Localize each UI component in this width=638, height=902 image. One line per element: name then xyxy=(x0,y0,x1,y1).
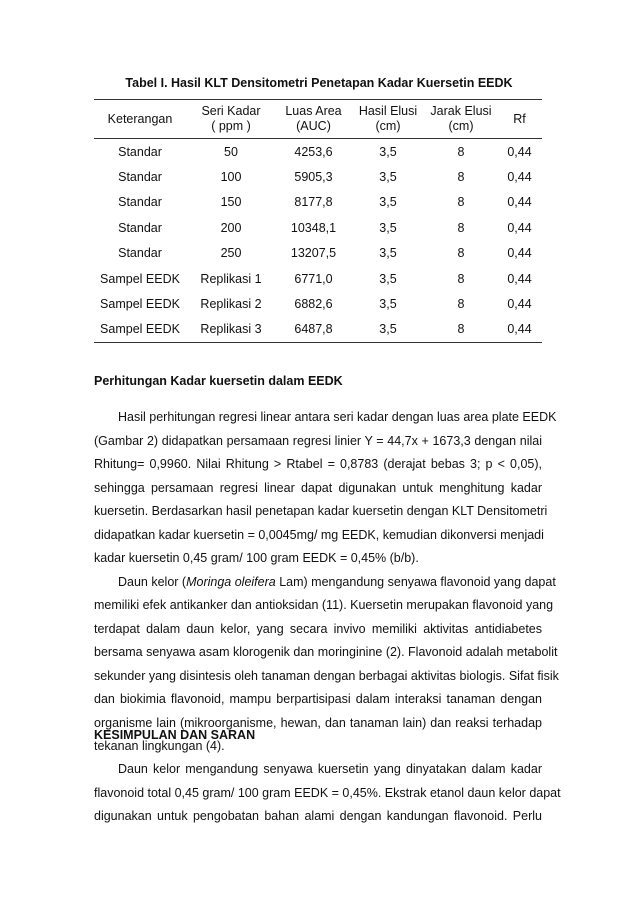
table-row xyxy=(94,241,542,266)
paragraph-line: Hasil perhitungan regresi linear antara seri kadar dengan luas area plate EEDK xyxy=(118,410,557,424)
cell-keterangan: Sampel EEDK xyxy=(100,322,180,337)
cell-jarak-elusi: 8 xyxy=(457,195,465,210)
table-row xyxy=(94,266,542,291)
table-body xyxy=(94,139,542,343)
header-jarak-elusi: Jarak Elusi (cm) xyxy=(430,104,492,133)
cell-luas-area: 5905,3 xyxy=(294,170,333,185)
section-heading-perhitungan: Perhitungan Kadar kuersetin dalam EEDK xyxy=(94,374,343,388)
table-row xyxy=(94,164,542,189)
table-row xyxy=(94,190,542,215)
header-luas-area: Luas Area (AUC) xyxy=(285,104,342,133)
cell-jarak-elusi: 8 xyxy=(457,144,465,159)
cell-keterangan: Standar xyxy=(118,144,162,159)
cell-hasil-elusi: 3,5 xyxy=(379,322,397,337)
cell-seri-kadar: 250 xyxy=(220,246,242,261)
cell-hasil-elusi: 3,5 xyxy=(379,170,397,185)
results-table xyxy=(94,99,542,343)
cell-rf: 0,44 xyxy=(507,271,532,286)
cell-keterangan: Sampel EEDK xyxy=(100,297,180,312)
paragraph-line: sehingga persamaan regresi linear dapat digunakan untuk menghitung kadar xyxy=(94,480,542,495)
paragraph-line: tekanan lingkungan (4). xyxy=(94,739,225,753)
paragraph-line: sekunder yang disintesis oleh tanaman dengan berbagai aktivitas biologis. Sifat fisik xyxy=(94,668,559,683)
table-row xyxy=(94,139,542,165)
cell-hasil-elusi: 3,5 xyxy=(379,246,397,261)
paragraph-line: Daun kelor mengandung senyawa kuersetin yang dinyatakan dalam kadar xyxy=(118,762,542,776)
table-row xyxy=(94,291,542,316)
cell-hasil-elusi: 3,5 xyxy=(379,144,397,159)
paragraph-line: (Gambar 2) didapatkan persamaan regresi linier Y = 44,7x + 1673,3 dengan nilai xyxy=(94,433,542,448)
cell-luas-area: 8177,8 xyxy=(294,195,333,210)
header-keterangan: Keterangan xyxy=(107,111,173,126)
paragraph-line: didapatkan kadar kuersetin = 0,0045mg/ mg EEDK, kemudian dikonversi menjadi xyxy=(94,527,544,542)
paragraph-line: flavonoid total 0,45 gram/ 100 gram EEDK = 0,45%. Ekstrak etanol daun kelor dapat xyxy=(94,785,561,800)
paragraph-line: digunakan untuk pengobatan bahan alami dengan kandungan flavonoid. Perlu xyxy=(94,809,542,823)
cell-luas-area: 4253,6 xyxy=(294,144,333,159)
paragraph-line: Rhitung= 0,9960. Nilai Rhitung > Rtabel = 0,8783 (derajat bebas 3; p < 0,05), xyxy=(94,457,542,471)
cell-luas-area: 6882,6 xyxy=(294,297,333,312)
cell-luas-area: 13207,5 xyxy=(290,246,337,261)
cell-rf: 0,44 xyxy=(507,322,532,337)
cell-seri-kadar: Replikasi 1 xyxy=(200,271,262,286)
paragraph-line: kadar kuersetin 0,45 gram/ 100 gram EEDK = 0,45% (b/b). xyxy=(94,551,419,565)
cell-jarak-elusi: 8 xyxy=(457,297,465,312)
cell-rf: 0,44 xyxy=(507,195,532,210)
paragraph-line: bersama senyawa asam klorogenik dan moringinine (2). Flavonoid adalah metabolit xyxy=(94,645,558,659)
cell-rf: 0,44 xyxy=(507,220,532,235)
cell-luas-area: 6771,0 xyxy=(294,271,333,286)
paragraph-perhitungan xyxy=(94,406,559,759)
cell-jarak-elusi: 8 xyxy=(457,220,465,235)
paragraph-line: organisme lain (mikroorganisme, hewan, dan tanaman lain) dan reaksi terhadap xyxy=(94,715,542,730)
cell-seri-kadar: Replikasi 3 xyxy=(200,322,262,337)
cell-rf: 0,44 xyxy=(507,297,532,312)
paragraph-line: kuersetin. Berdasarkan hasil penetapan kadar kuersetin dengan KLT Densitometri xyxy=(94,504,548,518)
cell-seri-kadar: 50 xyxy=(224,144,238,159)
cell-keterangan: Standar xyxy=(118,195,162,210)
header-hasil-elusi: Hasil Elusi (cm) xyxy=(358,104,418,133)
cell-hasil-elusi: 3,5 xyxy=(379,271,397,286)
table-row xyxy=(94,317,542,343)
cell-keterangan: Standar xyxy=(118,220,162,235)
cell-keterangan: Standar xyxy=(118,246,162,261)
cell-seri-kadar: 200 xyxy=(220,220,242,235)
cell-luas-area: 10348,1 xyxy=(290,220,337,235)
cell-rf: 0,44 xyxy=(507,170,532,185)
table-header-row xyxy=(94,100,542,139)
cell-jarak-elusi: 8 xyxy=(457,271,465,286)
header-seri-kadar: Seri Kadar ( ppm ) xyxy=(201,104,261,133)
table-caption: Tabel I. Hasil KLT Densitometri Penetapan Kadar Kuersetin EEDK xyxy=(125,76,513,90)
section-heading-kesimpulan: KESIMPULAN DAN SARAN xyxy=(94,728,256,742)
header-rf: Rf xyxy=(513,111,526,126)
paragraph-line: terdapat dalam daun kelor, yang secara invivo memiliki aktivitas antidiabetes xyxy=(94,621,542,636)
species-name: Moringa oleifera xyxy=(186,574,276,589)
paragraph-line: memiliki efek antikanker dan antioksidan (11). Kuersetin merupakan flavonoid yang xyxy=(94,598,554,612)
cell-jarak-elusi: 8 xyxy=(457,170,465,185)
cell-seri-kadar: 100 xyxy=(220,170,242,185)
cell-hasil-elusi: 3,5 xyxy=(379,297,397,312)
paragraph-line-kelor: Daun kelor (Moringa oleifera Lam) mengandung senyawa flavonoid yang dapat xyxy=(118,574,556,589)
cell-keterangan: Standar xyxy=(118,170,162,185)
cell-jarak-elusi: 8 xyxy=(457,322,465,337)
cell-rf: 0,44 xyxy=(507,246,532,261)
cell-seri-kadar: Replikasi 2 xyxy=(200,297,262,312)
cell-hasil-elusi: 3,5 xyxy=(379,220,397,235)
cell-seri-kadar: 150 xyxy=(220,195,242,210)
cell-luas-area: 6487,8 xyxy=(294,322,333,337)
cell-rf: 0,44 xyxy=(507,144,532,159)
cell-keterangan: Sampel EEDK xyxy=(100,271,180,286)
paragraph-kesimpulan xyxy=(94,758,561,829)
cell-jarak-elusi: 8 xyxy=(457,246,465,261)
cell-hasil-elusi: 3,5 xyxy=(379,195,397,210)
table-row xyxy=(94,215,542,240)
paragraph-line: dan biokimia flavonoid, mampu berpartisipasi dalam interaksi tanaman dengan xyxy=(94,692,542,706)
